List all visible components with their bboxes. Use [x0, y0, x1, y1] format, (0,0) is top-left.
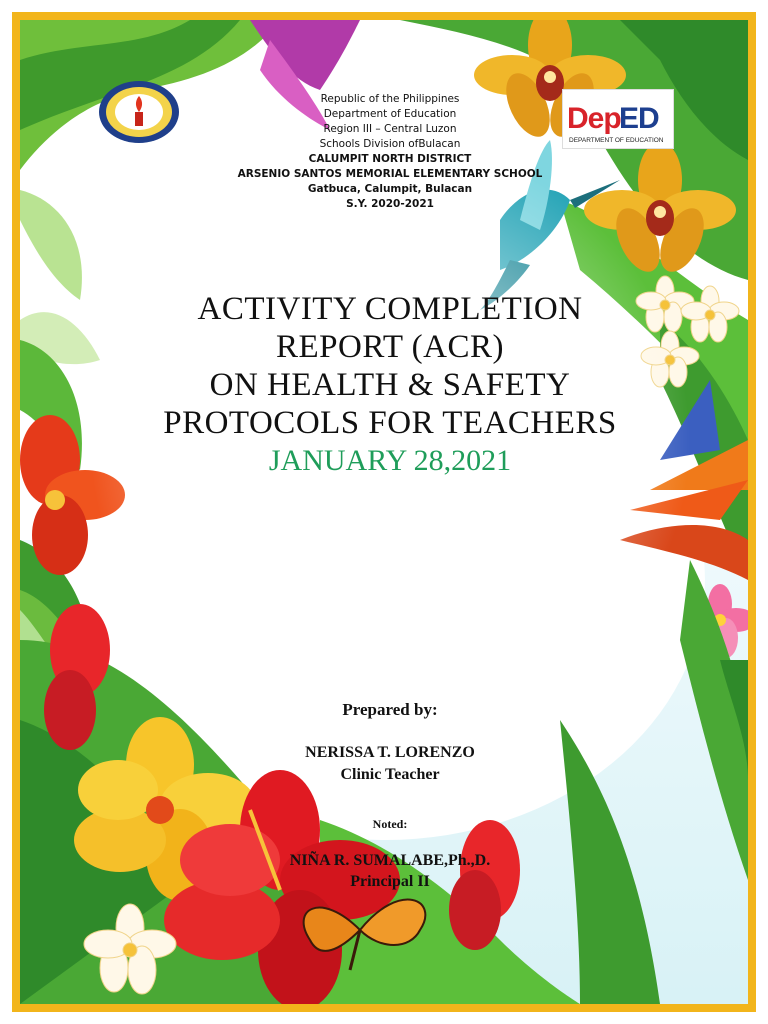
- title-line-4: PROTOCOLS FOR TEACHERS: [163, 405, 617, 441]
- title-line-3: ON HEALTH & SAFETY: [209, 367, 571, 403]
- header-line-school-year: S.Y. 2020-2021: [346, 198, 434, 210]
- noter-role: Principal II: [350, 873, 430, 890]
- noter-name: NIÑA R. SUMALABE,Ph.,D.: [289, 852, 491, 869]
- header-line-school: ARSENIO SANTOS MEMORIAL ELEMENTARY SCHOOL: [237, 168, 543, 180]
- preparer-name: NERISSA T. LORENZO: [305, 744, 475, 761]
- header-line-department: Department of Education: [323, 108, 457, 120]
- header-line-address: Gatbuca, Calumpit, Bulacan: [307, 183, 473, 195]
- svg-text:ED: ED: [619, 102, 659, 135]
- svg-text:DEPARTMENT OF EDUCATION: DEPARTMENT OF EDUCATION: [569, 137, 664, 144]
- header-line-region: Region III – Central Luzon: [323, 123, 457, 135]
- school-seal-logo: [98, 80, 180, 144]
- noted-label: Noted:: [372, 817, 408, 831]
- svg-text:Dep: Dep: [567, 102, 621, 135]
- page-frame: [12, 12, 756, 1012]
- title-line-2: REPORT (ACR): [275, 329, 505, 365]
- header-line-district: CALUMPIT NORTH DISTRICT: [308, 153, 472, 165]
- institution-header: [200, 92, 580, 212]
- report-date: JANUARY 28,2021: [268, 444, 512, 477]
- report-title: [80, 290, 700, 442]
- preparer-role: Clinic Teacher: [340, 766, 440, 783]
- title-line-1: ACTIVITY COMPLETION: [197, 291, 583, 327]
- header-line-division: Schools Division ofBulacan: [319, 138, 461, 150]
- prepared-by-label: Prepared by:: [342, 700, 438, 719]
- header-line-republic: Republic of the Philippines: [320, 93, 460, 105]
